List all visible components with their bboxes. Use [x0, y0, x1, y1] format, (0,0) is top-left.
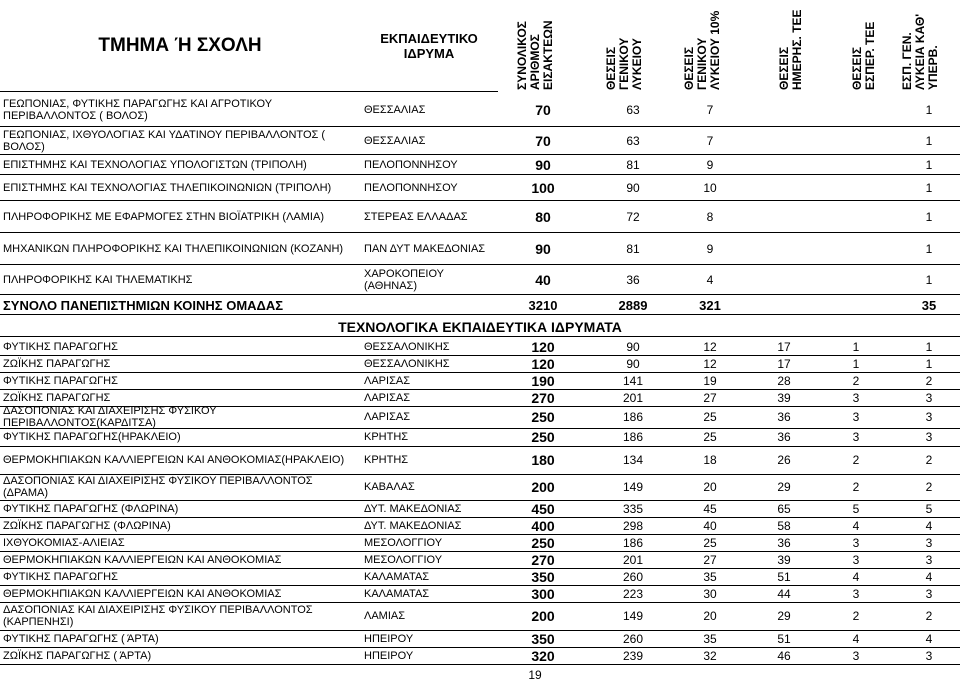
- cell-pref: ΠΕΛΟΠΟΝΝΗΣΟΥ: [364, 159, 458, 171]
- cell-v5: 1: [925, 134, 933, 148]
- cell-v2: 32: [703, 648, 717, 663]
- cell-name: ΖΩΪΚΗΣ ΠΑΡΑΓΩΓΗΣ: [3, 391, 111, 404]
- row-separator: [0, 232, 960, 233]
- cell-v1: 72: [626, 210, 640, 224]
- cell-name: ΔΑΣΟΠΟΝΙΑΣ ΚΑΙ ΔΙΑΧΕΙΡΙΣΗΣ ΦΥΣΙΚΟΥ ΠΕΡΙΒΑΛΛΟΝΤΟΣ (ΚΑΡΠΕΝΗΣΙ): [3, 604, 313, 628]
- cell-name: ΓΕΩΠΟΝΙΑΣ, ΦΥΤΙΚΗΣ ΠΑΡΑΓΩΓΗΣ ΚΑΙ ΑΓΡΟΤΙΚΟΥ ΠΕΡΙΒΑΛΛΟΝΤΟΣ ( ΒΟΛΟΣ): [3, 98, 272, 122]
- table-row: [0, 176, 960, 200]
- cell-v5: 4: [925, 518, 933, 533]
- cell-name: ΔΑΣΟΠΟΝΙΑΣ ΚΑΙ ΔΙΑΧΕΙΡΙΣΗΣ ΦΥΣΙΚΟΥ ΠΕΡΙΒΑΛΛΟΝΤΟΣ(ΚΑΡΔΙΤΣΑ): [3, 405, 217, 429]
- cell-v1: 149: [622, 480, 644, 494]
- table-row: [0, 534, 960, 551]
- cell-total: 200: [531, 608, 555, 624]
- cell-v3: 58: [777, 518, 791, 533]
- cell-total: 90: [535, 157, 551, 173]
- table-row: [0, 234, 960, 264]
- table-row: [0, 128, 960, 154]
- cell-v3: 29: [777, 609, 791, 623]
- cell-v2: 4: [706, 273, 714, 287]
- cell-v3: 39: [777, 390, 791, 405]
- header-column-label: ΘΕΣΕΙΣ ΓΕΝΙΚΟΥ ΛΥΚΕΙΟΥ 10%: [682, 10, 722, 90]
- cell-name: ΓΕΩΠΟΝΙΑΣ, ΙΧΘΥΟΛΟΓΙΑΣ ΚΑΙ ΥΔΑΤΙΝΟΥ ΠΕΡΙΒΑΛΛΟΝΤΟΣ ( ΒΟΛΟΣ): [3, 129, 326, 153]
- cell-v1: 149: [622, 609, 644, 623]
- header-column-1: [513, 4, 559, 90]
- header-column-label: ΕΣΠ. ΓΕΝ. ΛΥΚΕΙΑ ΚΑΘ' ΥΠΕΡΒ.: [900, 13, 940, 90]
- cell-v1: 63: [626, 134, 640, 148]
- table-row: [0, 446, 960, 474]
- table-row: [0, 630, 960, 647]
- cell-v4: [828, 128, 884, 154]
- header-institution: [360, 0, 498, 92]
- header-column-label: ΘΕΣΕΙΣ ΕΣΠΕΡ. ΤΕΕ: [850, 21, 877, 90]
- cell-v3: 28: [777, 373, 791, 388]
- cell-name: ΕΠΙΣΤΗΜΗΣ ΚΑΙ ΤΕΧΝΟΛΟΓΙΑΣ ΤΗΛΕΠΙΚΟΙΝΩΝΙΩΝ (ΤΡΙΠΟΛΗ): [3, 182, 332, 194]
- cell-v2: 20: [703, 609, 717, 623]
- cell-v5: 1: [925, 339, 933, 354]
- header-column-label: ΣΥΝΟΛΙΚΟΣ ΑΡΙΘΜΟΣ ΕΙΣΑΚΤΕΩΝ: [515, 20, 555, 90]
- cell-v3: 39: [777, 552, 791, 567]
- row-separator: [0, 174, 960, 175]
- cell-v3: 51: [777, 569, 791, 584]
- cell-v4: [828, 156, 884, 174]
- cell-total: 270: [531, 389, 555, 406]
- cell-v4: [828, 266, 884, 294]
- cell-v2: 20: [703, 480, 717, 494]
- table-row: [0, 266, 960, 294]
- cell-v4: [828, 176, 884, 200]
- cell-v2: 10: [703, 181, 717, 195]
- table-row: [0, 585, 960, 602]
- summary-total: 3210: [528, 297, 558, 313]
- cell-v3: 17: [777, 339, 791, 354]
- cell-v1: 298: [622, 518, 644, 533]
- row-separator: [0, 336, 960, 337]
- cell-v4: 4: [852, 569, 860, 584]
- cell-v4: 2: [852, 453, 860, 467]
- cell-total: 70: [535, 133, 551, 149]
- row-separator: [0, 294, 960, 295]
- header-column-5: [835, 4, 881, 90]
- cell-v1: 186: [622, 410, 644, 424]
- cell-v1: 186: [622, 430, 644, 444]
- cell-v2: 18: [703, 453, 717, 467]
- cell-total: 80: [535, 209, 551, 225]
- cell-v2: 35: [703, 569, 717, 584]
- cell-v4: 3: [852, 410, 860, 424]
- cell-v1: 335: [622, 501, 644, 516]
- header-column-2: [602, 4, 648, 90]
- cell-name: ΦΥΤΙΚΗΣ ΠΑΡΑΓΩΓΗΣ: [3, 374, 118, 387]
- cell-v4: 3: [852, 586, 860, 601]
- cell-v3: 36: [777, 430, 791, 444]
- cell-v3: [752, 128, 816, 154]
- cell-name: ΖΩΪΚΗΣ ΠΑΡΑΓΩΓΗΣ (ΦΛΩΡΙΝΑ): [3, 519, 171, 532]
- header-school-label: ΤΜΗΜΑ Ή ΣΧΟΛΗ: [98, 34, 262, 56]
- cell-v5: 2: [925, 373, 933, 388]
- row-separator: [0, 200, 960, 201]
- page-number: 19: [528, 668, 542, 682]
- header-column-label: ΘΕΣΕΙΣ ΗΜΕΡΗΣ. ΤΕΕ: [777, 9, 804, 90]
- cell-v4: 2: [852, 609, 860, 623]
- cell-total: 320: [531, 647, 555, 664]
- cell-v4: 2: [852, 480, 860, 494]
- cell-v3: [752, 266, 816, 294]
- cell-pref: ΣΤΕΡΕΑΣ ΕΛΛΑΔΑΣ: [364, 211, 468, 223]
- row-separator: [0, 154, 960, 155]
- table-row: [0, 338, 960, 355]
- table-row: [0, 156, 960, 174]
- cell-v1: 201: [622, 552, 644, 567]
- cell-v4: 5: [852, 501, 860, 516]
- cell-v4: 3: [852, 648, 860, 663]
- cell-v4: 4: [852, 518, 860, 533]
- summary-v5: 35: [921, 297, 937, 313]
- cell-v2: 19: [703, 373, 717, 388]
- cell-total: 90: [535, 241, 551, 257]
- summary-label: ΣΥΝΟΛΟ ΠΑΝΕΠΙΣΤΗΜΙΩΝ ΚΟΙΝΗΣ ΟΜΑΔΑΣ: [3, 297, 284, 313]
- cell-v1: 90: [626, 356, 640, 371]
- cell-total: 250: [531, 409, 555, 425]
- cell-v3: 36: [777, 410, 791, 424]
- cell-v3: [752, 156, 816, 174]
- row-separator: [0, 314, 960, 315]
- cell-v2: 9: [706, 242, 714, 256]
- cell-v5: 1: [925, 356, 933, 371]
- cell-total: 200: [531, 479, 555, 495]
- cell-name: ΘΕΡΜΟΚΗΠΙΑΚΩΝ ΚΑΛΛΙΕΡΓΕΙΩΝ ΚΑΙ ΑΝΘΟΚΟΜΙΑΣ: [3, 553, 282, 566]
- cell-v4: 2: [852, 373, 860, 388]
- cell-total: 450: [531, 500, 555, 517]
- cell-pref: ΚΡΗΤΗΣ: [364, 454, 409, 466]
- cell-pref: ΧΑΡΟΚΟΠΕΙΟΥ (ΑΘΗΝΑΣ): [364, 268, 444, 292]
- table-row: [0, 500, 960, 517]
- table-row: [0, 474, 960, 500]
- cell-v5: 3: [925, 586, 933, 601]
- cell-v5: 1: [925, 103, 933, 117]
- cell-total: 300: [531, 585, 555, 602]
- cell-name: ΕΠΙΣΤΗΜΗΣ ΚΑΙ ΤΕΧΝΟΛΟΓΙΑΣ ΥΠΟΛΟΓΙΣΤΩΝ (ΤΡΙΠΟΛΗ): [3, 159, 307, 171]
- cell-v5: 4: [925, 631, 933, 646]
- cell-v2: 27: [703, 552, 717, 567]
- cell-v1: 36: [626, 273, 640, 287]
- cell-pref: ΘΕΣΣΑΛΟΝΙΚΗΣ: [364, 357, 450, 370]
- cell-v1: 63: [626, 103, 640, 117]
- cell-pref: ΗΠΕΙΡΟΥ: [364, 649, 414, 662]
- cell-name: ΙΧΘΥΟΚΟΜΙΑΣ-ΑΛΙΕΙΑΣ: [3, 536, 125, 549]
- cell-v5: 1: [925, 273, 933, 287]
- cell-pref: ΘΕΣΣΑΛΙΑΣ: [364, 104, 426, 116]
- cell-v5: 1: [925, 242, 933, 256]
- summary-row: [0, 296, 960, 314]
- cell-v4: 1: [852, 356, 860, 371]
- cell-v3: 29: [777, 480, 791, 494]
- cell-pref: ΘΕΣΣΑΛΟΝΙΚΗΣ: [364, 340, 450, 353]
- cell-pref: ΚΑΛΑΜΑΤΑΣ: [364, 587, 430, 600]
- cell-pref: ΗΠΕΙΡΟΥ: [364, 632, 414, 645]
- cell-v4: 3: [852, 552, 860, 567]
- row-separator: [0, 664, 960, 665]
- cell-v3: [752, 94, 816, 126]
- table-row: [0, 568, 960, 585]
- cell-total: 100: [531, 180, 555, 196]
- cell-name: ΠΛΗΡΟΦΟΡΙΚΗΣ ΚΑΙ ΤΗΛΕΜΑΤΙΚΗΣ: [3, 274, 193, 286]
- cell-pref: ΔΥΤ. ΜΑΚΕΔΟΝΙΑΣ: [364, 519, 462, 532]
- cell-v4: [828, 202, 884, 232]
- cell-total: 350: [531, 630, 555, 647]
- cell-v2: 25: [703, 430, 717, 444]
- cell-name: ΦΥΤΙΚΗΣ ΠΑΡΑΓΩΓΗΣ: [3, 570, 118, 583]
- header-column-6: [898, 4, 944, 90]
- cell-name: ΖΩΪΚΗΣ ΠΑΡΑΓΩΓΗΣ: [3, 357, 111, 370]
- cell-total: 400: [531, 517, 555, 534]
- cell-v2: 12: [703, 356, 717, 371]
- cell-v4: [828, 234, 884, 264]
- cell-v1: 186: [622, 535, 644, 550]
- cell-name: ΔΑΣΟΠΟΝΙΑΣ ΚΑΙ ΔΙΑΧΕΙΡΙΣΗΣ ΦΥΣΙΚΟΥ ΠΕΡΙΒΑΛΛΟΝΤΟΣ (ΔΡΑΜΑ): [3, 475, 313, 499]
- cell-name: ΦΥΤΙΚΗΣ ΠΑΡΑΓΩΓΗΣ(ΗΡΑΚΛΕΙΟ): [3, 431, 181, 443]
- summary-v2: 321: [699, 297, 721, 313]
- cell-v4: 3: [852, 430, 860, 444]
- cell-v1: 81: [626, 158, 640, 172]
- cell-v2: 30: [703, 586, 717, 601]
- cell-v5: 3: [925, 410, 933, 424]
- cell-v5: 4: [925, 569, 933, 584]
- cell-v4: [828, 94, 884, 126]
- cell-pref: ΘΕΣΣΑΛΙΑΣ: [364, 135, 426, 147]
- section-title: ΤΕΧΝΟΛΟΓΙΚΑ ΕΚΠΑΙΔΕΥΤΙΚΑ ΙΔΡΥΜΑΤΑ: [338, 319, 622, 335]
- cell-v5: 1: [925, 158, 933, 172]
- cell-name: ΦΥΤΙΚΗΣ ΠΑΡΑΓΩΓΗΣ: [3, 340, 118, 353]
- cell-v1: 260: [622, 631, 644, 646]
- cell-name: ΖΩΪΚΗΣ ΠΑΡΑΓΩΓΗΣ ( ΆΡΤΑ): [3, 649, 152, 662]
- cell-v2: 12: [703, 339, 717, 354]
- cell-v3: 65: [777, 501, 791, 516]
- cell-total: 250: [531, 429, 555, 445]
- cell-v1: 90: [626, 181, 640, 195]
- table-row: [0, 428, 960, 446]
- cell-total: 250: [531, 534, 555, 551]
- cell-v2: 40: [703, 518, 717, 533]
- cell-total: 190: [531, 372, 555, 389]
- cell-name: ΦΥΤΙΚΗΣ ΠΑΡΑΓΩΓΗΣ (ΦΛΩΡΙΝΑ): [3, 502, 179, 515]
- table-row: [0, 94, 960, 126]
- cell-v3: [752, 202, 816, 232]
- table-row: [0, 372, 960, 389]
- cell-v2: 7: [706, 103, 714, 117]
- cell-v1: 239: [622, 648, 644, 663]
- header-column-4: [762, 4, 808, 90]
- cell-v2: 25: [703, 410, 717, 424]
- cell-pref: ΚΑΛΑΜΑΤΑΣ: [364, 570, 430, 583]
- cell-v2: 9: [706, 158, 714, 172]
- cell-total: 270: [531, 551, 555, 568]
- cell-v3: 44: [777, 586, 791, 601]
- cell-v3: 17: [777, 356, 791, 371]
- header-column-label: ΘΕΣΕΙΣ ΓΕΝΙΚΟΥ ΛΥΚΕΙΟΥ: [604, 37, 644, 90]
- cell-pref: ΛΑΡΙΣΑΣ: [364, 391, 411, 404]
- table-row: [0, 517, 960, 534]
- cell-v5: 3: [925, 390, 933, 405]
- cell-pref: ΛΑΡΙΣΑΣ: [364, 411, 411, 423]
- cell-v3: 46: [777, 648, 791, 663]
- cell-v5: 3: [925, 648, 933, 663]
- cell-v1: 134: [622, 453, 644, 467]
- cell-v5: 2: [925, 453, 933, 467]
- header-institution-label: ΕΚΠΑΙΔΕΥΤΙΚΟ ΙΔΡΥΜΑ: [380, 30, 478, 61]
- cell-v3: [752, 234, 816, 264]
- table-row: [0, 406, 960, 428]
- row-separator: [0, 126, 960, 127]
- cell-v1: 201: [622, 390, 644, 405]
- cell-name: ΠΛΗΡΟΦΟΡΙΚΗΣ ΜΕ ΕΦΑΡΜΟΓΕΣ ΣΤΗΝ ΒΙΟΪΑΤΡΙΚΗ (ΛΑΜΙΑ): [3, 211, 324, 223]
- table-row: [0, 389, 960, 406]
- cell-pref: ΛΑΡΙΣΑΣ: [364, 374, 411, 387]
- cell-v1: 260: [622, 569, 644, 584]
- cell-v5: 3: [925, 535, 933, 550]
- cell-v5: 3: [925, 552, 933, 567]
- cell-v4: 3: [852, 390, 860, 405]
- cell-v2: 45: [703, 501, 717, 516]
- cell-total: 70: [535, 102, 551, 118]
- cell-name: ΜΗΧΑΝΙΚΩΝ ΠΛΗΡΟΦΟΡΙΚΗΣ ΚΑΙ ΤΗΛΕΠΙΚΟΙΝΩΝΙΩΝ (ΚΟΖΑΝΗ): [3, 243, 344, 255]
- cell-v2: 7: [706, 134, 714, 148]
- cell-pref: ΔΥΤ. ΜΑΚΕΔΟΝΙΑΣ: [364, 502, 462, 515]
- cell-v2: 35: [703, 631, 717, 646]
- table-row: [0, 355, 960, 372]
- cell-v5: 1: [925, 210, 933, 224]
- cell-v4: 1: [852, 339, 860, 354]
- cell-name: ΘΕΡΜΟΚΗΠΙΑΚΩΝ ΚΑΛΛΙΕΡΓΕΙΩΝ ΚΑΙ ΑΝΘΟΚΟΜΙΑΣ(ΗΡΑΚΛΕΙΟ): [3, 454, 345, 466]
- cell-pref: ΚΡΗΤΗΣ: [364, 431, 409, 443]
- table-row: [0, 647, 960, 664]
- cell-total: 40: [535, 272, 551, 288]
- cell-pref: ΜΕΣΟΛΟΓΓΙΟΥ: [364, 536, 443, 549]
- cell-v3: [752, 176, 816, 200]
- cell-v1: 81: [626, 242, 640, 256]
- cell-v5: 2: [925, 480, 933, 494]
- cell-total: 120: [531, 355, 555, 372]
- cell-v1: 90: [626, 339, 640, 354]
- cell-v5: 3: [925, 430, 933, 444]
- cell-name: ΘΕΡΜΟΚΗΠΙΑΚΩΝ ΚΑΛΛΙΕΡΓΕΙΩΝ ΚΑΙ ΑΝΘΟΚΟΜΙΑΣ: [3, 587, 282, 600]
- cell-v2: 27: [703, 390, 717, 405]
- row-separator: [0, 264, 960, 265]
- cell-pref: ΜΕΣΟΛΟΓΓΙΟΥ: [364, 553, 443, 566]
- table-row: [0, 602, 960, 630]
- summary-v1: 2889: [618, 297, 648, 313]
- cell-name: ΦΥΤΙΚΗΣ ΠΑΡΑΓΩΓΗΣ ( ΆΡΤΑ): [3, 632, 159, 645]
- cell-v4: 3: [852, 535, 860, 550]
- cell-v2: 25: [703, 535, 717, 550]
- cell-v3: 26: [777, 453, 791, 467]
- cell-v1: 223: [622, 586, 644, 601]
- cell-v5: 1: [925, 181, 933, 195]
- cell-total: 120: [531, 338, 555, 355]
- cell-v1: 141: [622, 373, 644, 388]
- header-school: [0, 0, 360, 92]
- cell-v3: 51: [777, 631, 791, 646]
- cell-v5: 2: [925, 609, 933, 623]
- cell-total: 180: [531, 452, 555, 468]
- cell-pref: ΠΕΛΟΠΟΝΝΗΣΟΥ: [364, 182, 458, 194]
- cell-v3: 36: [777, 535, 791, 550]
- cell-v4: 4: [852, 631, 860, 646]
- table-row: [0, 551, 960, 568]
- header-column-3: [680, 4, 726, 90]
- cell-pref: ΚΑΒΑΛΑΣ: [364, 481, 415, 493]
- cell-pref: ΛΑΜΙΑΣ: [364, 610, 406, 622]
- cell-pref: ΠΑΝ ΔΥΤ ΜΑΚΕΔΟΝΙΑΣ: [364, 243, 486, 255]
- cell-v2: 8: [706, 210, 714, 224]
- cell-v5: 5: [925, 501, 933, 516]
- table-row: [0, 202, 960, 232]
- cell-total: 350: [531, 568, 555, 585]
